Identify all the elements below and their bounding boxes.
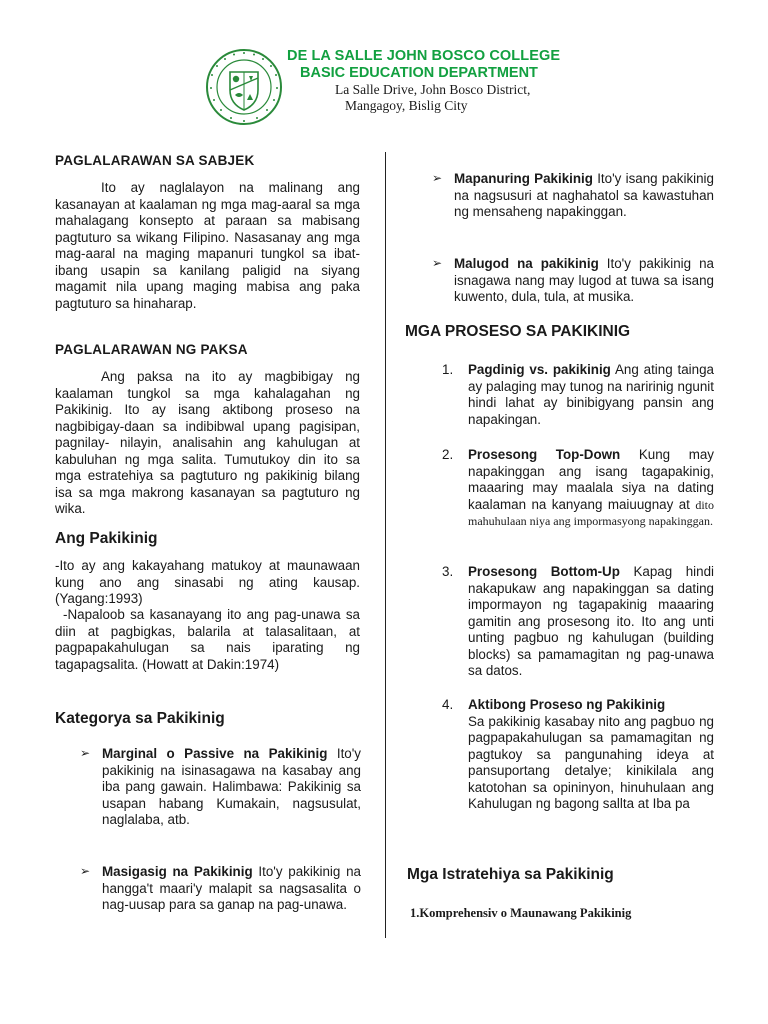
letterhead [205,44,635,124]
list-item [432,171,714,221]
address-line-1: La Salle Drive, John Bosco District, [335,82,531,97]
column-divider [385,152,386,938]
numbered-item-text [468,362,714,428]
list-item-text [454,171,714,221]
description: Ito'y isang pakikinig na nagsusuri at naghahatol sa kawastuhan ng mensaheng napakinggan. [454,171,714,219]
numbered-item-text [468,564,714,680]
numbered-item [442,564,714,680]
pakikinig-definition-1: -Ito ay ang kakayahang matukoy at maunawaan kung ano ang sinasabi ng ating kausap. (Yagang:1993) [55,558,360,606]
description: Ito'y pakikinig na isnagawa nang may lugod at tuwa sa isang kuwento, dula, tula, at musika. [454,256,714,304]
numbered-item [442,447,714,530]
description: Ang ating tainga ay palaging may tunog na naririnig ngunit hindi lahat ay binibigyang pansin ang napakingan. [468,362,714,427]
sabjek-body: Ito ay naglalayon na malinang ang kasanayan at kaalaman ng mga mag-aaral sa mga mahalagang konsepto at paraan sa mabisang pagtuturo sa wikang Filipino. Nasasanay ang mga mag-aaral na maging mapanuri tungkol sa ibat-ibang usapin sa kanilang paligid na siyang magamit nila upang maging mabisa ang paka pagtuturo sa hinaharap. [55,180,360,311]
numbered-item-text [468,697,714,813]
college-seal-icon [205,48,283,126]
pakikinig-definition-2: -Napaloob sa kasanayang ito ang pag-unawa sa diin at pagbigkas, balarila at talasalitaan, at pagpapakahulugan sa nais iparating ng tagapagsalita. (Howatt at Dakin:1974) [55,607,360,672]
list-item [80,864,361,914]
istratehiya-heading: Mga Istratehiya sa Pakikinig [407,866,614,883]
term: Pagdinig vs. pakikinig [468,362,611,377]
numbered-item [442,697,714,813]
list-item-text [454,256,714,306]
numbered-item [442,362,714,428]
list-item [80,746,361,829]
term: Marginal o Passive na Pakikinig [102,746,328,761]
paksa-body: Ang paksa na ito ay magbibigay ng kaalaman tungkol sa mga kahalagahan ng Pakikinig. Ito ay isang aktibong proseso na nagbibigay-daan sa indibibwal upang pagisipan, pagnilay- nilayin, analisahin ang kahulugan at kabuluhan ng mga salita. Tumutukoy din ito sa mga estratehiya sa pagtuturo ng pakikinig bilang isa sa mga makrong kasanayan sa pagtuturo ng wika. [55,369,360,516]
list-item-text [102,746,361,829]
term: Malugod na pakikinig [454,256,599,271]
description: Kapag hindi nakapukaw ang napakinggan sa dating impormayon ng tagapakinig maaaring gamitin ang prosesong ito. Ito ang unti unting pagbuo ng kahulugan (building blocks) sa pamamagitan ng pag-unawa sa datos. [468,564,714,678]
item-number: 1. [442,362,454,377]
college-name: DE LA SALLE JOHN BOSCO COLLEGE [287,48,561,64]
sabjek-heading: PAGLALARAWAN SA SABJEK [55,153,255,168]
term: Prosesong Bottom-Up [468,564,620,579]
item-number: 2. [442,447,454,462]
description: Sa pakikinig kasabay nito ang pagbuo ng pagpapakahulugan sa pamamagitan ng pagtukoy sa pangunahing ideya at pansuportang detalye; kinikilala ang katotohan sa opininyon, hinuhulaan ang Kahulugan ng bagong sallta at Iba pa [468,713,714,811]
paksa-heading: PAGLALARAWAN NG PAKSA [55,342,248,357]
kategorya-heading: Kategorya sa Pakikinig [55,710,225,727]
arrow-bullet-icon: ➢ [432,171,443,185]
term: Masigasig na Pakikinig [102,864,253,879]
arrow-bullet-icon: ➢ [80,864,91,878]
term: Prosesong Top-Down [468,447,621,462]
description: Ito'y pakikinig na isinasagawa na kasabay ang iba pang gawain. Halimbawa: Pakikinig sa usapan habang Kumakain, nagsusulat, naglalaba, atb. [102,746,361,827]
item-number: 3. [442,564,454,579]
description-continuation: dito mahuhulaan niya ang impormasyong napakinggan. [468,497,714,528]
proseso-heading: MGA PROSESO SA PAKIKINIG [405,323,631,340]
description: Kung may napakinggan ang isang tagapakinig, maaaring may maalala siya na dating kaalaman na kanyang maiuugnay at [468,447,715,512]
item-number: 4. [442,697,454,712]
department-name: BASIC EDUCATION DEPARTMENT [300,65,538,81]
list-item [432,256,714,306]
address-line-2: Mangagoy, Bislig City [345,98,468,113]
arrow-bullet-icon: ➢ [80,746,91,760]
list-item-text [102,864,361,914]
pakikinig-heading: Ang Pakikinig [55,530,158,547]
description: Ito'y pakikinig na hangga't maari'y malapit sa nagsasalita o nag-uusap para sa ganap na pag-unawa. [102,864,361,912]
istratehiya-item: 1.Komprehensiv o Maunawang Pakikinig [410,906,632,920]
term: Mapanuring Pakikinig [454,171,593,186]
numbered-item-text [468,447,714,530]
arrow-bullet-icon: ➢ [432,256,443,270]
term: Aktibong Proseso ng Pakikinig [468,697,666,712]
